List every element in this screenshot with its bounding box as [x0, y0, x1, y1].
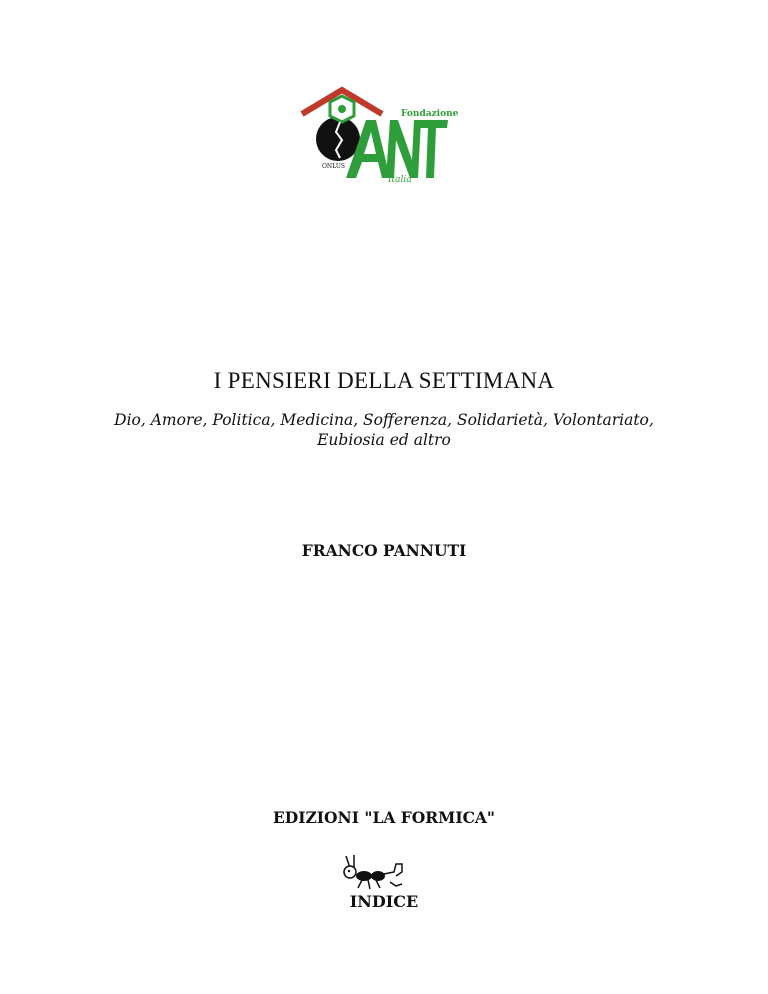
fondazione-ant-logo: [300, 84, 459, 185]
onlus-text: ONLUS: [322, 163, 345, 170]
author-name: FRANCO PANNUTI: [301, 541, 467, 560]
italia-text: Italia: [388, 175, 412, 185]
index-link-label[interactable]: INDICE: [349, 892, 419, 911]
subtitle-line-2: Eubiosia ed altro: [317, 431, 451, 449]
fondazione-text: Fondazione: [401, 109, 459, 119]
document-title: I PENSIERI DELLA SETTIMANA: [213, 368, 555, 393]
ant-letter-n: [386, 120, 421, 178]
subtitle-line-1: Dio, Amore, Politica, Medicina, Sofferenza, Solidarietà, Volontariato,: [114, 411, 654, 429]
document-subtitle: [90, 410, 678, 450]
ant-illustration-icon: [336, 852, 408, 892]
publisher-name: EDIZIONI "LA FORMICA": [272, 808, 496, 827]
ant-letter-t: [416, 120, 448, 178]
index-link[interactable]: [0, 892, 768, 911]
